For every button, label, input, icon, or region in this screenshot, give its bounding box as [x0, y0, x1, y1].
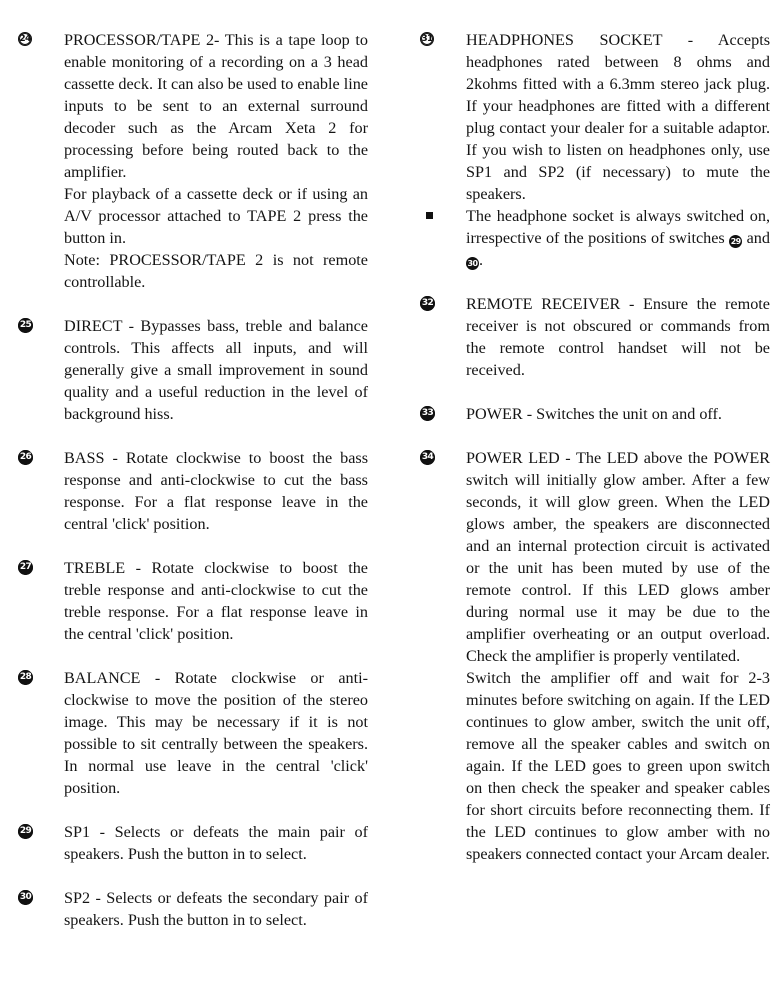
- left-column: [18, 29, 368, 931]
- number-25-badge: 25: [18, 318, 33, 333]
- item-27-paragraph-1: TREBLE - Rotate clockwise to boost the treble response and anti-clockwise to cut the treble response. For a flat response leave in the central 'click' position.: [64, 559, 368, 643]
- item-30-sp2: [18, 887, 368, 931]
- spacer: [420, 271, 770, 293]
- item-25-direct: [18, 315, 368, 425]
- item-33-paragraph-1: POWER - Switches the unit on and off.: [466, 405, 722, 423]
- item-28-balance: [18, 667, 368, 799]
- square-bullet-icon: [426, 212, 433, 219]
- ref-29-badge: 29: [730, 237, 741, 246]
- right-column: [420, 29, 770, 865]
- item-31-headphones-socket: [420, 29, 770, 205]
- item-27-treble: [18, 557, 368, 645]
- item-34-paragraph-2: Switch the amplifier off and wait for 2-3 minutes before switching on again. If the LED continues to glow amber, switch the unit off, remove all the speaker cables and switch on again. If the LED goes to green upon switch on then check the speaker and speaker cables for short circuits before reconnecting them. If the LED continues to glow amber with no speakers connected contact your Arcam dealer.: [466, 669, 770, 863]
- item-32-paragraph-1: REMOTE RECEIVER - Ensure the remote receiver is not obscured or commands from the remote control handset will not be received.: [466, 295, 770, 379]
- number-31-badge: 31: [421, 34, 433, 44]
- item-28-paragraph-1: BALANCE - Rotate clockwise or anti-clockwise to move the position of the stereo image. This may be necessary if it is not possible to sit centrally between the speakers. In normal use leave in the central 'click' position.: [64, 669, 368, 797]
- spacer: [18, 425, 368, 447]
- headphone-note: [420, 205, 770, 271]
- item-26-bass: [18, 447, 368, 535]
- item-34-power-led: [420, 447, 770, 865]
- item-31-paragraph-1: HEADPHONES SOCKET - Accepts headphones rated between 8 ohms and 2kohms fitted with a 6.3mm stereo jack plug. If your headphones are fitted with a different plug contact your dealer for a suitable adaptor. If you wish to listen on headphones only, use SP1 and SP2 (if necessary) to mute the speakers.: [466, 31, 770, 203]
- spacer: [420, 425, 770, 447]
- number-24-badge: 24: [19, 34, 31, 44]
- headphone-note-text: [466, 205, 770, 271]
- item-34-paragraph-1: POWER LED - The LED above the POWER switch will initially glow amber. After a few seconds, it will glow green. When the LED glows amber, the speakers are disconnected and an internal protection circuit is activated or the unit has been muted by use of the remote control. If this LED glows amber during normal use it may be due to the amplifier overheating or an output overload. Check the amplifier is properly ventilated.: [466, 449, 770, 665]
- number-34-badge: 34: [420, 450, 435, 465]
- spacer: [18, 535, 368, 557]
- spacer: [18, 645, 368, 667]
- number-33-badge: 33: [420, 406, 435, 421]
- item-24-paragraph-3: Note: PROCESSOR/TAPE 2 is not remote controllable.: [64, 251, 368, 291]
- note-text-before: The headphone socket is always switched on, irrespective of the positions of switches: [466, 207, 770, 247]
- spacer: [18, 865, 368, 887]
- number-26-badge: 26: [18, 450, 33, 465]
- ref-30-badge: 30: [467, 259, 478, 268]
- item-29-paragraph-1: SP1 - Selects or defeats the main pair of speakers. Push the button in to select.: [64, 823, 368, 863]
- item-24-paragraph-1: PROCESSOR/TAPE 2- This is a tape loop to enable monitoring of a recording on a 3 head cassette deck. It can also be used to enable line inputs to be sent to an external surround decoder such as the Arcam Xeta 2 for processing before being routed back to the amplifier.: [64, 31, 368, 181]
- item-33-power: [420, 403, 770, 425]
- item-29-sp1: [18, 821, 368, 865]
- spacer: [420, 381, 770, 403]
- number-32-badge: 32: [420, 296, 435, 311]
- item-24-processor-tape-2: [18, 29, 368, 293]
- number-29-badge: 29: [18, 824, 33, 839]
- item-24-paragraph-2: For playback of a cassette deck or if using an A/V processor attached to TAPE 2 press the button in.: [64, 185, 368, 247]
- item-25-paragraph-1: DIRECT - Bypasses bass, treble and balance controls. This affects all inputs, and will generally give a small improvement in sound quality and a useful reduction in the level of background hiss.: [64, 317, 368, 423]
- note-text-middle: and: [746, 229, 770, 247]
- spacer: [18, 799, 368, 821]
- note-text-after: .: [479, 251, 484, 269]
- item-26-paragraph-1: BASS - Rotate clockwise to boost the bass response and anti-clockwise to cut the bass response. For a flat response leave in the central 'click' position.: [64, 449, 368, 533]
- number-28-badge: 28: [18, 670, 33, 685]
- item-30-paragraph-1: SP2 - Selects or defeats the secondary pair of speakers. Push the button in to select.: [64, 889, 368, 929]
- item-32-remote-receiver: [420, 293, 770, 381]
- number-27-badge: 27: [18, 560, 33, 575]
- spacer: [18, 293, 368, 315]
- number-30-badge: 30: [18, 890, 33, 905]
